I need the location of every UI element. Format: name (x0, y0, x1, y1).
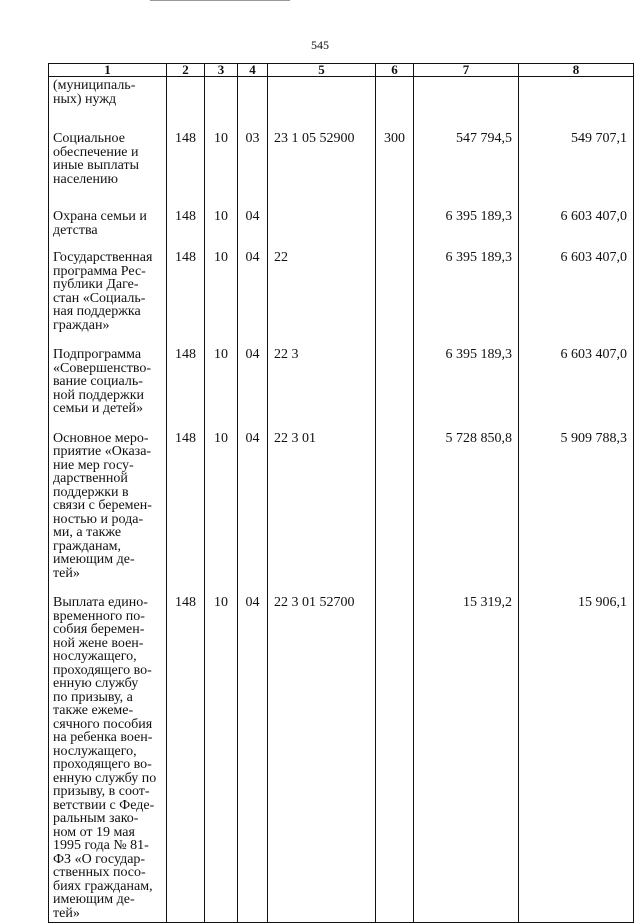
table-row (49, 128, 634, 206)
chapter-cell (167, 77, 205, 129)
expense-type-cell (376, 206, 414, 247)
item-name-cell: Социальное обеспечение и иные выплаты населению (49, 128, 167, 206)
header-col-3: 3 (205, 64, 238, 77)
subsection-cell: 04 (238, 344, 268, 428)
subsection-cell: 03 (238, 128, 268, 206)
chapter-cell: 148 (167, 344, 205, 428)
table-row (49, 206, 634, 247)
top-rule (150, 0, 290, 1)
subsection-cell (238, 77, 268, 129)
item-name-cell: Подпрограмма «Совершенство- вание социаль- ной поддержки семьи и детей» (49, 344, 167, 428)
section-cell: 10 (205, 428, 238, 593)
amount-year2-cell: 6 603 407,0 (519, 206, 634, 247)
item-name-cell: (муниципаль- ных) нужд (49, 77, 167, 129)
section-cell: 10 (205, 247, 238, 344)
item-name-cell: Выплата едино- временного по- собия беремен- ной жене воен- нослужащего, проходящего во- енную службу по призыву, а также ежеме- сячного пособия на ребенка воен- нослужащего, проходящего во- енную службу по призыву, в соот- ветствии с Феде- ральным зако- ном от 19 мая 1995 года № 81- ФЗ «О государ- ственных посо- биях гражданам, имеющим де- тей» (49, 592, 167, 923)
amount-year1-cell: 5 728 850,8 (414, 428, 519, 593)
expense-type-cell (376, 592, 414, 923)
header-col-6: 6 (376, 64, 414, 77)
section-cell: 10 (205, 344, 238, 428)
table-row (49, 344, 634, 428)
chapter-cell: 148 (167, 428, 205, 593)
chapter-cell: 148 (167, 128, 205, 206)
table-row (49, 592, 634, 923)
amount-year2-cell: 5 909 788,3 (519, 428, 634, 593)
amount-year2-cell: 6 603 407,0 (519, 247, 634, 344)
chapter-cell: 148 (167, 206, 205, 247)
section-cell: 10 (205, 128, 238, 206)
header-col-5: 5 (268, 64, 376, 77)
section-cell (205, 77, 238, 129)
subsection-cell: 04 (238, 592, 268, 923)
expense-type-cell (376, 77, 414, 129)
table-row (49, 247, 634, 344)
amount-year2-cell: 549 707,1 (519, 128, 634, 206)
header-col-4: 4 (238, 64, 268, 77)
header-col-1: 1 (49, 64, 167, 77)
expense-type-cell: 300 (376, 128, 414, 206)
table-row (49, 428, 634, 593)
amount-year1-cell: 6 395 189,3 (414, 247, 519, 344)
section-cell: 10 (205, 592, 238, 923)
subsection-cell: 04 (238, 247, 268, 344)
budget-table (48, 63, 634, 923)
item-name-cell: Государственная программа Рес- публики Даге- стан «Социаль- ная поддержка граждан» (49, 247, 167, 344)
header-col-2: 2 (167, 64, 205, 77)
amount-year1-cell (414, 77, 519, 129)
amount-year2-cell: 6 603 407,0 (519, 344, 634, 428)
table-body (49, 77, 634, 923)
subsection-cell: 04 (238, 428, 268, 593)
target-article-cell (268, 77, 376, 129)
expense-type-cell (376, 344, 414, 428)
item-name-cell: Основное меро- приятие «Оказа- ние мер госу- дарственной поддержки в связи с беремен- ностью и рода- ми, а также гражданам, имеющим де- тей» (49, 428, 167, 593)
header-row (49, 64, 634, 77)
target-article-cell (268, 206, 376, 247)
amount-year2-cell (519, 77, 634, 129)
amount-year2-cell: 15 906,1 (519, 592, 634, 923)
target-article-cell: 23 1 05 52900 (268, 128, 376, 206)
expense-type-cell (376, 428, 414, 593)
target-article-cell: 22 3 (268, 344, 376, 428)
expense-type-cell (376, 247, 414, 344)
chapter-cell: 148 (167, 247, 205, 344)
item-name-cell: Охрана семьи и детства (49, 206, 167, 247)
amount-year1-cell: 6 395 189,3 (414, 344, 519, 428)
subsection-cell: 04 (238, 206, 268, 247)
chapter-cell: 148 (167, 592, 205, 923)
target-article-cell: 22 3 01 52700 (268, 592, 376, 923)
amount-year1-cell: 547 794,5 (414, 128, 519, 206)
target-article-cell: 22 (268, 247, 376, 344)
amount-year1-cell: 6 395 189,3 (414, 206, 519, 247)
header-col-8: 8 (519, 64, 634, 77)
section-cell: 10 (205, 206, 238, 247)
table-row (49, 77, 634, 129)
amount-year1-cell: 15 319,2 (414, 592, 519, 923)
target-article-cell: 22 3 01 (268, 428, 376, 593)
header-col-7: 7 (414, 64, 519, 77)
page-number: 545 (311, 38, 329, 52)
